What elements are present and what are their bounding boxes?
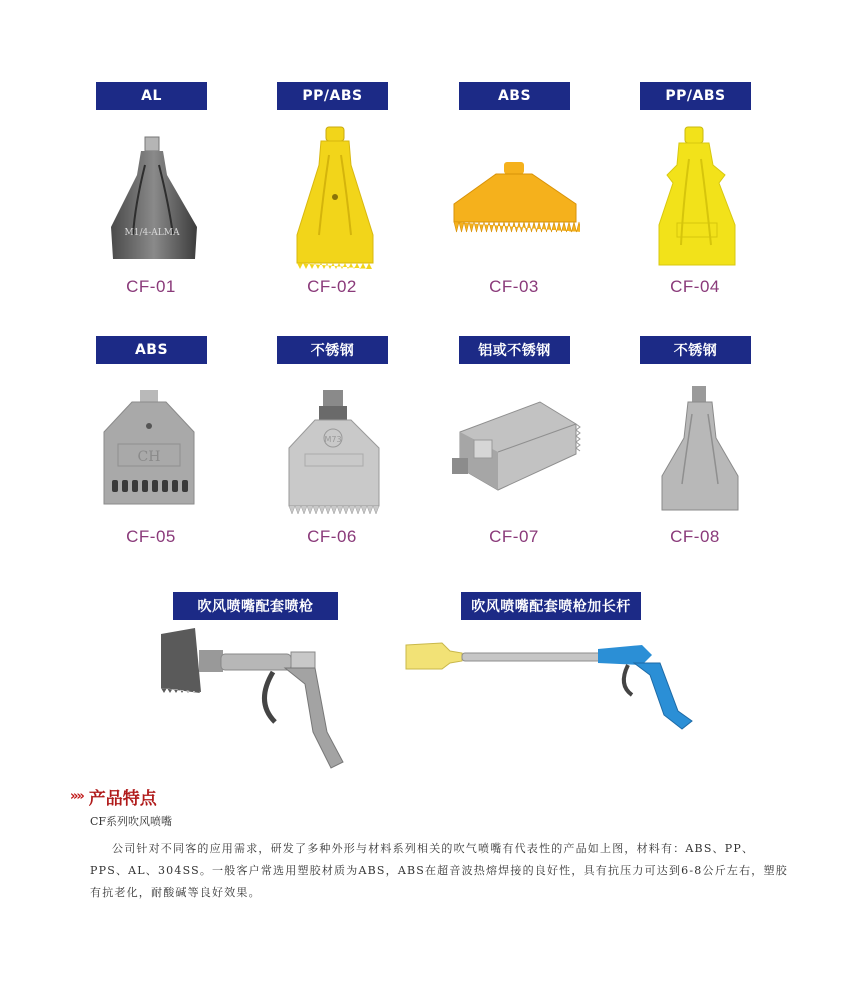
product-code-cf02: CF-02 xyxy=(307,277,357,296)
material-label-cf07: 铝或不锈钢 xyxy=(459,336,570,364)
nozzle-cf02-image xyxy=(293,125,378,270)
nozzle-cf05-engraving: CH xyxy=(137,449,161,465)
product-code-cf06: CF-06 xyxy=(307,527,357,546)
nozzle-cf04-image xyxy=(655,125,740,270)
extension-gun-image xyxy=(402,635,702,735)
product-code-cf08: CF-08 xyxy=(670,527,720,546)
product-code-cf01: CF-01 xyxy=(126,277,176,296)
nozzle-cf05-image xyxy=(100,388,200,508)
product-code-cf05: CF-05 xyxy=(126,527,176,546)
material-label-cf03: ABS xyxy=(459,82,570,110)
nozzle-cf01-image xyxy=(105,135,200,265)
blow-gun-image xyxy=(155,622,355,772)
material-label-cf01: AL xyxy=(96,82,207,110)
material-label-cf06: 不锈钢 xyxy=(277,336,388,364)
chevron-right-icon: »» xyxy=(70,789,83,804)
features-subtitle: CF系列吹风喷嘴 xyxy=(90,815,173,828)
product-code-cf07: CF-07 xyxy=(489,527,539,546)
nozzle-cf03-image xyxy=(450,160,580,240)
product-code-cf03: CF-03 xyxy=(489,277,539,296)
product-code-cf04: CF-04 xyxy=(670,277,720,296)
nozzle-cf07-image xyxy=(450,398,585,498)
features-paragraph: 公司针对不同客的应用需求，研发了多种外形与材料系列相关的吹气喷嘴有代表性的产品如上图，材料有：ABS、PP、PPS、AL、304SS。一般客户常选用塑胶材质为ABS，ABS在超音波热熔焊接的良好性，具有抗压力可达到6-8公斤左右，塑胶有抗老化，耐酸碱等良好效果。 xyxy=(90,842,788,899)
features-heading xyxy=(70,784,157,809)
material-label-cf08: 不锈钢 xyxy=(640,336,751,364)
nozzle-cf06-image xyxy=(285,388,385,518)
nozzle-cf01-engraving: M1/4-ALMA xyxy=(124,228,180,238)
accessory-label-extension: 吹风喷嘴配套喷枪加长杆 xyxy=(461,592,641,620)
nozzle-cf08-image xyxy=(658,384,743,514)
accessory-label-gun: 吹风喷嘴配套喷枪 xyxy=(173,592,338,620)
material-label-cf04: PP/ABS xyxy=(640,82,751,110)
features-title: 产品特点 xyxy=(88,789,157,809)
material-label-cf02: PP/ABS xyxy=(277,82,388,110)
nozzle-cf06-engraving: M73 xyxy=(324,435,342,444)
material-label-cf05: ABS xyxy=(96,336,207,364)
